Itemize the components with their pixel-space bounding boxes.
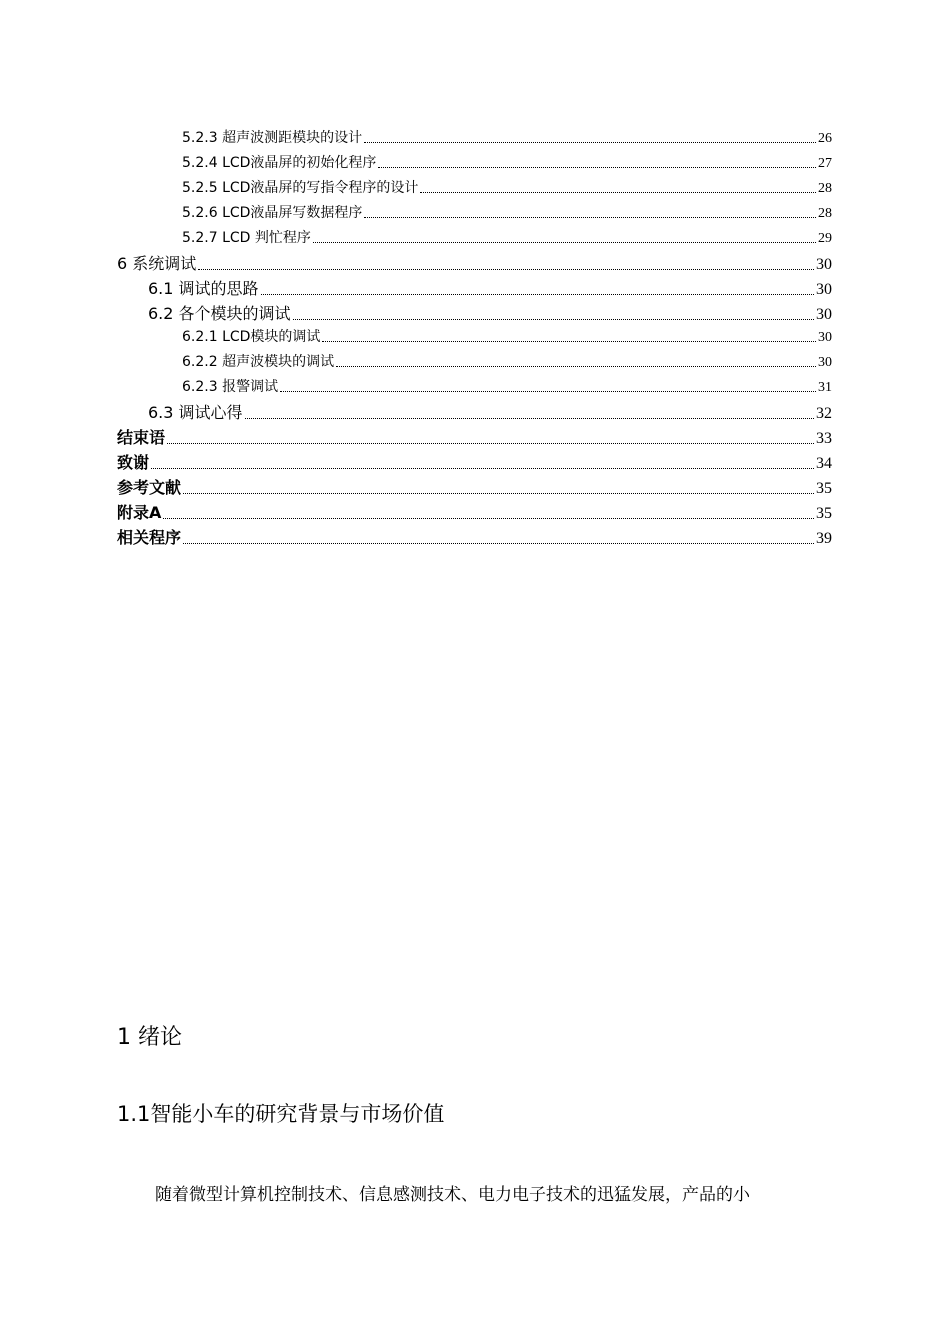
toc-leader — [420, 191, 816, 193]
toc-entry-page: 33 — [816, 430, 832, 447]
toc-entry[interactable] — [117, 425, 832, 448]
toc-leader — [322, 340, 816, 342]
toc-entry-label: 5.2.3 超声波测距模块的设计 — [182, 130, 363, 146]
toc-entry[interactable] — [182, 326, 832, 346]
toc-entry-page: 28 — [818, 206, 832, 221]
toc-entry-label: 参考文献 — [117, 478, 182, 497]
toc-entry-label: 6.2.2 超声波模块的调试 — [182, 354, 335, 370]
toc-entry-label: 6.3 调试心得 — [148, 403, 243, 422]
toc-entry-page: 31 — [818, 380, 832, 395]
toc-leader — [313, 241, 816, 243]
section-heading: 1.1智能小车的研究背景与市场价值 — [117, 1102, 445, 1126]
chapter-heading: 1 绪论 — [117, 1025, 182, 1050]
toc-entry-page: 30 — [818, 355, 832, 370]
toc-entry[interactable] — [182, 351, 832, 371]
toc-entry[interactable] — [182, 376, 832, 396]
toc-entry[interactable] — [117, 525, 832, 548]
toc-entry-label: 5.2.5 LCD液晶屏的写指令程序的设计 — [182, 180, 419, 196]
toc-leader — [280, 390, 816, 392]
toc-entry[interactable] — [182, 152, 832, 172]
toc-entry-page: 29 — [818, 231, 832, 246]
toc-entry[interactable] — [117, 500, 832, 523]
toc-entry-label: 6.2 各个模块的调试 — [148, 304, 291, 323]
toc-leader — [293, 318, 814, 320]
toc-leader — [364, 216, 816, 218]
toc-leader — [364, 141, 816, 143]
toc-entry[interactable] — [148, 276, 832, 299]
toc-entry-label: 附录A — [117, 503, 162, 522]
toc-entry-page: 30 — [816, 256, 832, 273]
toc-leader — [378, 166, 816, 168]
toc-entry[interactable] — [182, 177, 832, 197]
toc-entry[interactable] — [117, 475, 832, 498]
toc-entry-page: 35 — [816, 505, 832, 522]
toc-entry-page: 35 — [816, 480, 832, 497]
toc-entry-page: 27 — [818, 156, 832, 171]
toc-entry-label: 6.2.3 报警调试 — [182, 379, 279, 395]
toc-entry-page: 28 — [818, 181, 832, 196]
toc-entry-label: 6 系统调试 — [117, 254, 197, 273]
toc-entry-label: 相关程序 — [117, 528, 182, 547]
toc-entry-label: 5.2.6 LCD液晶屏写数据程序 — [182, 205, 363, 221]
toc-leader — [183, 542, 814, 544]
toc-leader — [167, 442, 814, 444]
toc-entry-page: 30 — [816, 281, 832, 298]
toc-entry[interactable] — [182, 202, 832, 222]
toc-entry-page: 32 — [816, 405, 832, 422]
toc-entry-page: 26 — [818, 131, 832, 146]
toc-entry[interactable] — [182, 127, 832, 147]
toc-leader — [151, 467, 814, 469]
toc-entry-page: 34 — [816, 455, 832, 472]
toc-entry[interactable] — [148, 400, 832, 423]
toc-entry[interactable] — [117, 450, 832, 473]
toc-leader — [336, 365, 816, 367]
toc-leader — [198, 268, 814, 270]
toc-entry-page: 39 — [816, 530, 832, 547]
toc-entry-label: 6.2.1 LCD模块的调试 — [182, 329, 321, 345]
body-paragraph: 随着微型计算机控制技术、信息感测技术、电力电子技术的迅猛发展，产品的小 — [155, 1185, 750, 1205]
toc-entry-label: 5.2.7 LCD 判忙程序 — [182, 230, 311, 246]
toc-entry[interactable] — [182, 227, 832, 247]
toc-entry-page: 30 — [816, 306, 832, 323]
toc-entry-label: 5.2.4 LCD液晶屏的初始化程序 — [182, 155, 377, 171]
toc-entry-page: 30 — [818, 330, 832, 345]
toc-leader — [245, 417, 814, 419]
toc-entry-label: 结束语 — [117, 428, 166, 447]
toc-leader — [163, 517, 814, 519]
toc-leader — [261, 293, 814, 295]
toc-leader — [183, 492, 814, 494]
toc-entry-label: 致谢 — [117, 453, 150, 472]
toc-entry-label: 6.1 调试的思路 — [148, 279, 259, 298]
toc-entry[interactable] — [117, 251, 832, 274]
toc-entry[interactable] — [148, 301, 832, 324]
